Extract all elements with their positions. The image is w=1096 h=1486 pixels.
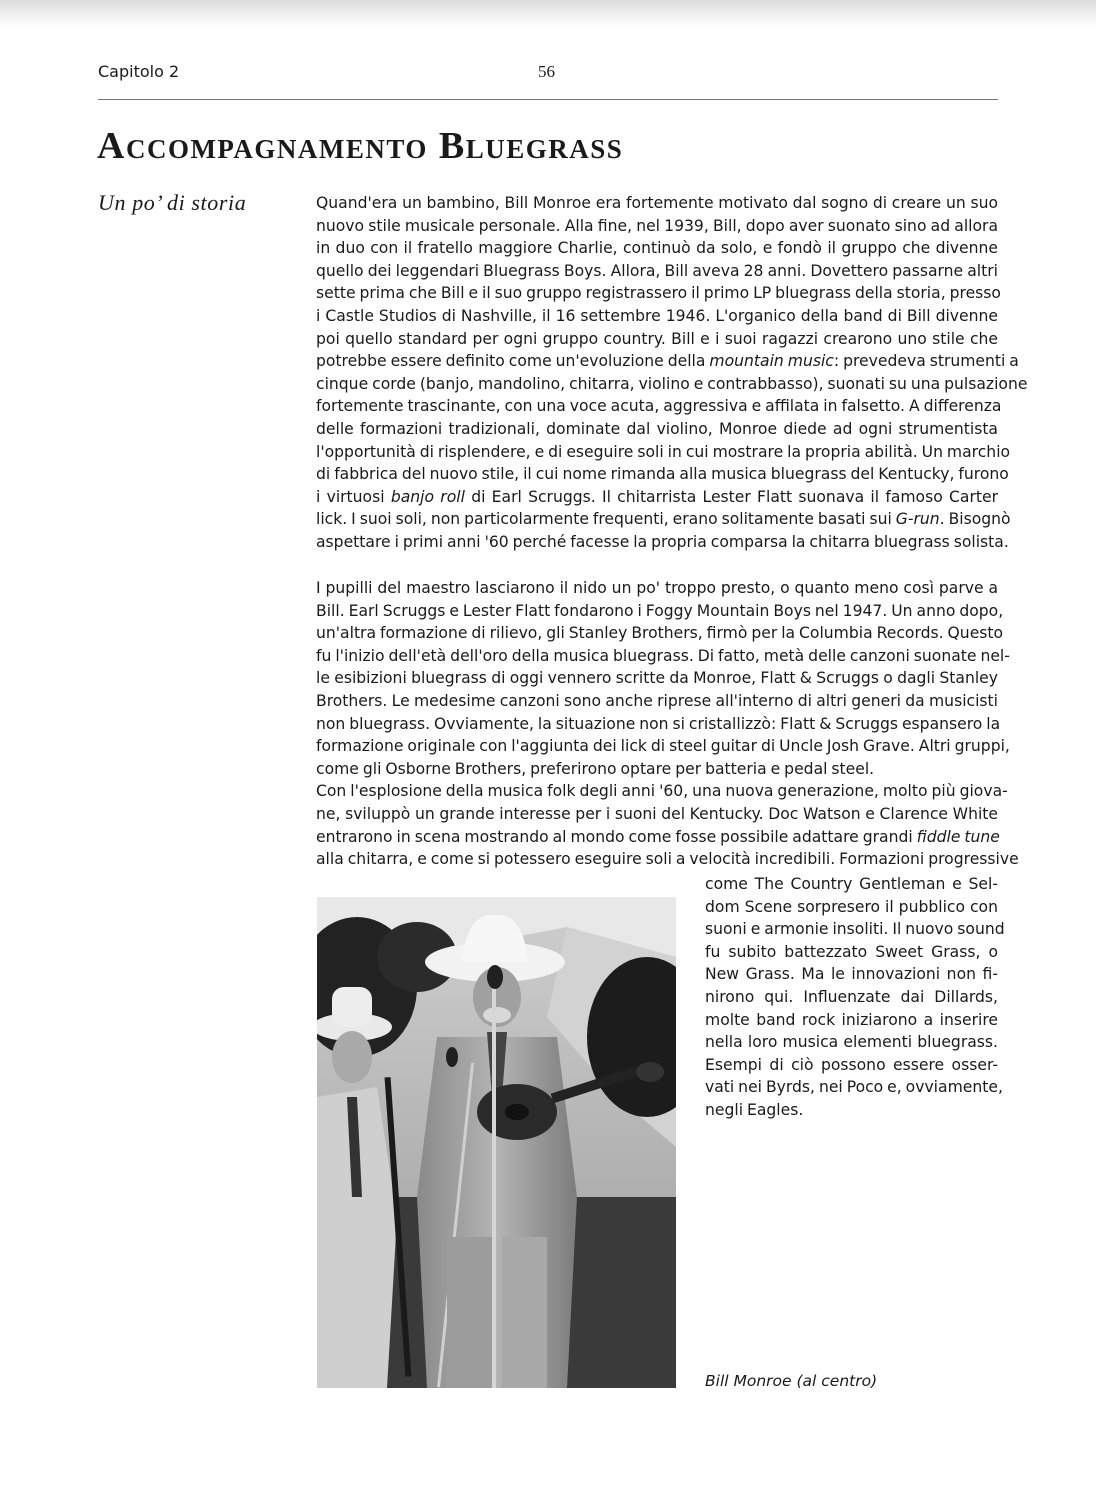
- text-line: molte band rock iniziarono a inserire: [705, 1010, 998, 1029]
- text-line: Esempi di ciò possono essere osser-: [705, 1055, 998, 1074]
- text-line: nella loro musica elementi bluegrass.: [705, 1033, 998, 1052]
- text-line: [316, 508, 1011, 531]
- text-run: . Bisognò: [939, 510, 1011, 529]
- text-line: di fabbrica del nuovo stile, il cui nome rimanda alla musica bluegrass del Kentucky, furono: [316, 465, 1009, 484]
- text-line: negli Eagles.: [705, 1100, 804, 1119]
- text-line: fu subito battezzato Sweet Grass, o: [705, 942, 998, 961]
- italic-term: fiddle tune: [916, 827, 1000, 846]
- text-line: [316, 350, 1019, 373]
- text-line: [316, 826, 998, 849]
- photo-caption: Bill Monroe (al centro): [705, 1372, 878, 1390]
- paragraph-3: [705, 873, 1005, 1122]
- text-run: lick. I suoi soli, non particolarmente frequenti, erano solitamente basati sui: [316, 510, 892, 529]
- side-heading: Un po’ di storia: [98, 190, 247, 215]
- text-line: non bluegrass. Ovviamente, la situazione non si cristallizzò: Flatt & Scruggs espansero la: [316, 714, 1001, 733]
- text-line: Con l'esplosione della musica folk degli anni '60, una nuova generazione, molto più giova-: [316, 782, 1008, 801]
- paragraph-1: [316, 192, 1028, 554]
- text-line: delle formazioni tradizionali, dominate dal violino, Monroe diede ad ogni strumentista: [316, 419, 998, 438]
- text-line: I pupilli del maestro lasciarono il nido un po' troppo presto, o quanto meno così parve a: [316, 579, 998, 597]
- text-line: vati nei Byrds, nei Poco e, ovviamente,: [705, 1078, 1003, 1097]
- text-line: i Castle Studios di Nashville, il 16 settembre 1946. L'organico della band di Bill divenne: [316, 306, 998, 325]
- text-line: dom Scene sorpresero il pubblico con: [705, 897, 998, 916]
- text-run: di Earl Scruggs. Il chitarrista Lester Flatt suonava il famoso Carter: [471, 487, 998, 506]
- running-header-chapter: Capitolo 2: [98, 62, 180, 81]
- section-title: Accompagnamento Bluegrass: [97, 125, 624, 167]
- text-line: come gli Osborne Brothers, preferirono optare per batteria e pedal steel.: [316, 759, 875, 778]
- text-line: in duo con il fratello maggiore Charlie, continuò da solo, e fondò il gruppo che divenne: [316, 239, 998, 258]
- text-line: le esibizioni bluegrass di oggi vennero scritte da Monroe, Flatt & Scruggs o dagli Stanley: [316, 669, 998, 688]
- text-line: fortemente trascinante, con una voce acuta, aggressiva e affilata in falsetto. A differenza: [316, 397, 1002, 416]
- text-line: fu l'inizio dell'età dell'oro della musica bluegrass. Di fatto, metà delle canzoni suonate nel-: [316, 646, 1010, 665]
- page-number: 56: [538, 62, 555, 81]
- text-run: entrarono in scena mostrando al mondo come fosse possibile adattare grandi: [316, 827, 913, 846]
- header-divider: [98, 99, 998, 100]
- text-line: New Grass. Ma le innovazioni non fi-: [705, 965, 998, 984]
- text-run: : prevedeva strumenti a: [833, 352, 1019, 371]
- text-run: i virtuosi: [316, 487, 385, 506]
- text-line: ne, sviluppò un grande interesse per i suoni del Kentucky. Doc Watson e Clarence White: [316, 804, 998, 823]
- paragraph-2: [316, 577, 1019, 871]
- text-line: alla chitarra, e come si potessero eseguire soli a velocità incredibili. Formazioni progressive: [316, 850, 1019, 869]
- text-line: [316, 486, 998, 509]
- italic-term: G-run: [895, 510, 940, 529]
- italic-term: mountain music: [709, 352, 834, 371]
- top-shade: [0, 0, 1096, 26]
- text-line: cinque corde (banjo, mandolino, chitarra, violino e contrabbasso), suonati su una pulsazione: [316, 374, 1028, 393]
- text-line: un'altra formazione di rilievo, gli Stanley Brothers, firmò per la Columbia Records. Questo: [316, 624, 1004, 643]
- text-line: come The Country Gentleman e Sel-: [705, 875, 998, 893]
- text-line: nuovo stile musicale personale. Alla fine, nel 1939, Bill, dopo aver suonato sino ad allora: [316, 216, 998, 235]
- text-line: aspettare i primi anni '60 perché facesse la propria comparsa la chitarra bluegrass solista.: [316, 532, 1009, 551]
- text-line: Quand'era un bambino, Bill Monroe era fortemente motivato dal sogno di creare un suo: [316, 194, 998, 212]
- text-line: Brothers. Le medesime canzoni sono anche riprese all'interno di altri generi da musicisti: [316, 691, 998, 710]
- italic-term: banjo roll: [390, 487, 465, 506]
- text-line: suoni e armonie insoliti. Il nuovo sound: [705, 920, 1005, 939]
- text-line: formazione originale con l'aggiunta dei lick di steel guitar di Uncle Josh Grave. Altri gruppi,: [316, 737, 1010, 756]
- bill-monroe-photo: [317, 897, 676, 1388]
- text-line: Bill. Earl Scruggs e Lester Flatt fondarono i Foggy Mountain Boys nel 1947. Un anno dopo,: [316, 601, 1004, 620]
- text-line: nirono qui. Influenzate dai Dillards,: [705, 987, 998, 1006]
- text-run: potrebbe essere definito come un'evoluzione della: [316, 352, 706, 371]
- text-line: sette prima che Bill e il suo gruppo registrassero il primo LP bluegrass della storia, presso: [316, 284, 1001, 303]
- text-line: poi quello standard per ogni gruppo country. Bill e i suoi ragazzi crearono uno stile che: [316, 329, 998, 348]
- text-line: quello dei leggendari Bluegrass Boys. Allora, Bill aveva 28 anni. Dovettero passarne altri: [316, 261, 998, 280]
- text-line: l'opportunità di risplendere, e di eseguire soli in cui mostrare la propria abilità. Un marchio: [316, 442, 1011, 461]
